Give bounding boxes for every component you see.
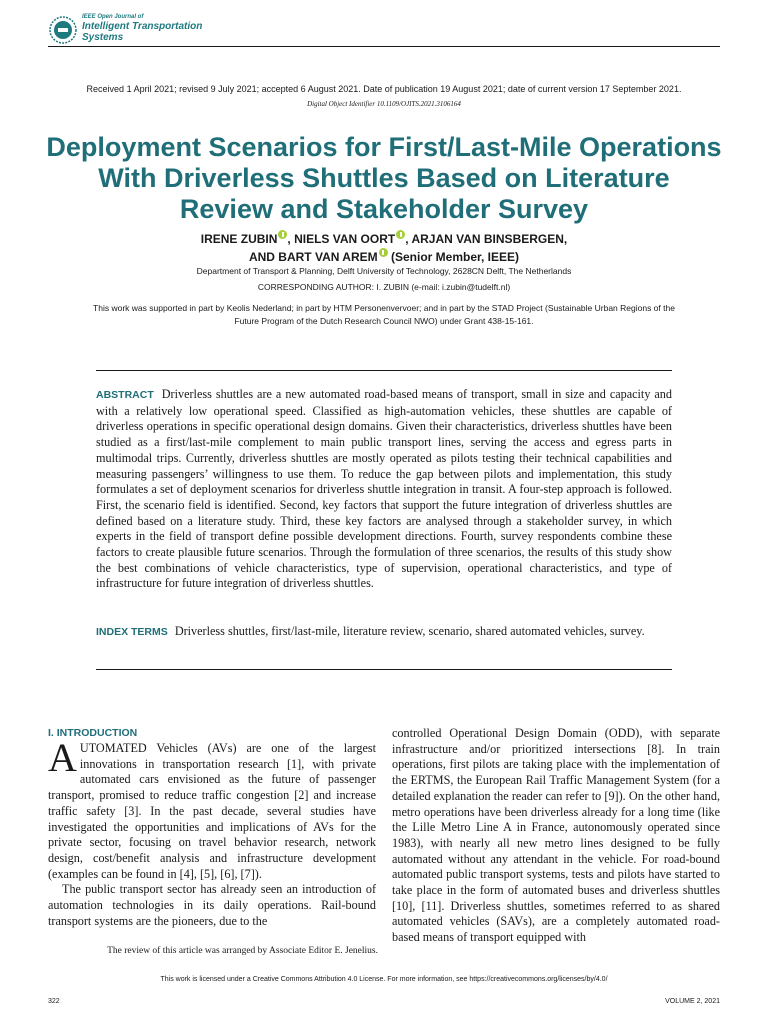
journal-name-line2: Systems: [82, 32, 124, 43]
abstract-text: Driverless shuttles are a new automated road-based means of transport, small in size and capacity and with a relatively low operational speed. Classified as high-automation vehicles, these shuttles are capable of driverless operations in specific operational design domains. Given their characteristics, driverless shuttles have been studied as a first/last-mile complement to main public transport lines, serving the access and egress parts in multimodal trips. Currently, driverless shuttles are mostly operated as pilots testing their technical capabilities and measuring passengers’ willingness to use them. To reduce the gap between pilots and implementation, this study formulates a set of deployment scenarios for driverless shuttle integration in transit. A four-step approach is followed. First, the scenario field is identified. Second, key factors that support the future integration of driverless shuttles are defined based on a literature study. Third, these key factors are analysed through a stakeholder survey, in which experts in the field of transport define possible development directions. Fourth, survey respondents combine these factors to create plausible future scenarios. Through the formulation of three scenarios, the results of this study show the best combinations of vehicle characteristics, type of supervision, operational characteristics, and type of infrastructure for future integration of driverless shuttles.: [96, 387, 672, 591]
left-column: [48, 726, 376, 929]
author-membership: (Senior Member, IEEE): [387, 250, 520, 264]
editor-footnote: The review of this article was arranged by Associate Editor E. Jenelius.: [107, 946, 378, 956]
orcid-icon[interactable]: [396, 230, 405, 239]
funding-note: This work was supported in part by Keolis Nederland; in part by HTM Personenvervoer; and in part by the STAD Project (Sustainable Urban Regions of the Future Program of the Dutch Research Council NWO) under Grant 438-15-161.: [93, 303, 675, 326]
title-line-3: Review and Stakeholder Survey: [179, 194, 589, 224]
intro-paragraph-1: [48, 735, 376, 882]
intro-paragraph-2: The public transport sector has already seen an introduction of automation technologies in its daily operations. Rail-bound transport systems are the pioneers, due to the: [48, 882, 376, 928]
drop-cap: A: [48, 735, 77, 780]
intro-paragraph-1-text: UTOMATED Vehicles (AVs) are one of the largest innovations in transportation research [1], with private automated cars envisioned as the future of passenger transport, promised to reduce traffic congestion [2] and increase traffic safety [3]. In the past decade, several studies have investigated the opportunities and implications of AVs for the private sector, focusing on travel behavior research, network design, cost/benefit analysis and infrastructure development (examples can be found in [4], [5], [6], [7]).: [48, 741, 376, 881]
journal-name: [82, 14, 202, 43]
title-line-1: Deployment Scenarios for First/Last-Mile Operations: [46, 132, 722, 162]
journal-name-small: IEEE Open Journal of: [82, 14, 144, 20]
page-number: 322: [48, 998, 60, 1005]
author-van-arem: AND BART VAN AREM: [248, 250, 378, 264]
intro-paragraph-continued: controlled Operational Design Domain (ODD), with separate infrastructure and/or prioritized intersections [8]. In train operations, first pilots are taking place with the implementation of the ERTMS, the European Rail Traffic Management System (for a detailed explanation the reader can refer to [9]). On the other hand, metro operations have been driverless already for a long time (like the Lille Metro Line A in France, autonomously operated since 1983), with nearly all new metro lines designed to be fully automated without any attendant in the vehicle. For road-bound automated public transport systems, tests and pilots have started to take place in the form of automated buses and driverless shuttles [10], [11]. Driverless shuttles, sometimes referred to as shared automated vehicles (SAVs), are a completely automated road-based means of transport equipped with: [392, 726, 720, 945]
title-line-2: With Driverless Shuttles Based on Literature: [98, 163, 670, 193]
index-terms: [96, 624, 672, 641]
author-zubin: IRENE ZUBIN: [200, 232, 278, 246]
license-note: This work is licensed under a Creative Commons Attribution 4.0 License. For more information, see https://creativecommons.org/licenses/by/4.0/: [160, 976, 608, 983]
abstract-top-rule: [96, 370, 672, 371]
index-terms-text: Driverless shuttles, first/last-mile, literature review, scenario, shared automated vehicles, survey.: [174, 624, 645, 638]
author-list: [0, 230, 768, 266]
journal-logo-icon: [48, 15, 78, 45]
right-column: [392, 726, 720, 946]
index-terms-label: INDEX TERMS: [96, 626, 168, 638]
abstract-bottom-rule: [96, 669, 672, 670]
author-van-binsbergen: , ARJAN VAN BINSBERGEN,: [405, 232, 568, 246]
section-heading: I. INTRODUCTION: [48, 727, 138, 739]
doi: Digital Object Identifier 10.1109/OJITS.2021.3106164: [307, 100, 461, 108]
author-van-oort: , NIELS VAN OORT: [287, 232, 396, 246]
journal-header: [48, 12, 720, 50]
journal-name-line1: Intelligent Transportation: [82, 21, 203, 32]
affiliation: Department of Transport & Planning, Delft University of Technology, 2628CN Delft, The Netherlands: [196, 266, 572, 276]
orcid-icon[interactable]: [379, 248, 388, 257]
abstract: [96, 387, 672, 592]
abstract-label: ABSTRACT: [96, 389, 154, 401]
received-dates: Received 1 April 2021; revised 9 July 2021; accepted 6 August 2021. Date of publication 19 August 2021; date of current version 17 September 2021.: [86, 84, 682, 94]
volume-info: VOLUME 2, 2021: [665, 998, 720, 1005]
paper-title: [40, 132, 728, 225]
corresponding-author: CORRESPONDING AUTHOR: I. ZUBIN (e-mail: i.zubin@tudelft.nl): [257, 282, 511, 292]
header-divider: [48, 46, 720, 47]
